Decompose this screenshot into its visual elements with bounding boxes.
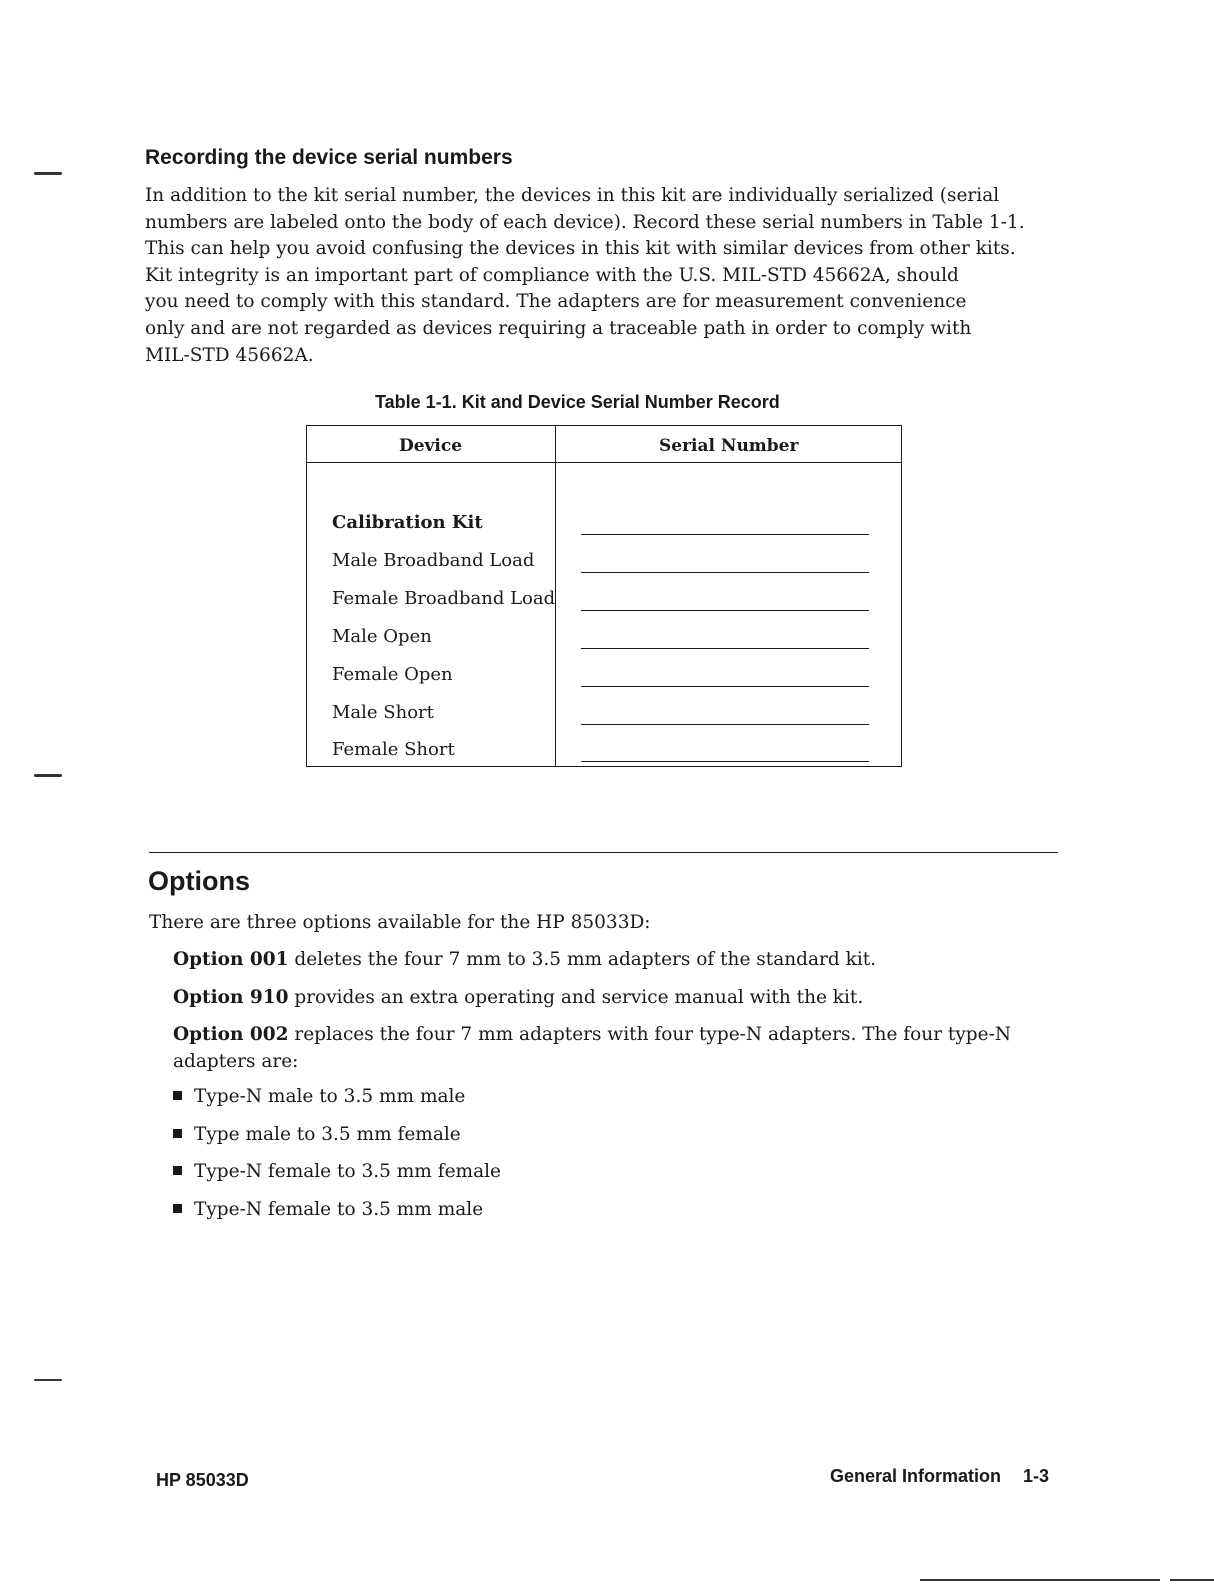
serial-entry-line[interactable] — [581, 572, 869, 573]
serial-number-table — [306, 425, 902, 767]
option-description: provides an extra operating and service manual with the kit. — [288, 987, 864, 1008]
option-description: deletes the four 7 mm to 3.5 mm adapters of the standard kit. — [288, 949, 877, 970]
paragraph-line: you need to comply with this standard. The adapters are for measurement convenience — [145, 291, 967, 313]
serial-entry-line[interactable] — [581, 534, 869, 535]
adapter-name: Type-N female to 3.5 mm male — [194, 1199, 484, 1220]
table-row — [307, 512, 901, 550]
column-header-serial-number: Serial Number — [659, 436, 799, 456]
table-row — [307, 702, 901, 740]
paragraph-line: numbers are labeled onto the body of each device). Record these serial numbers in Table 1-1. — [145, 211, 1025, 233]
margin-mark — [34, 1379, 62, 1381]
bullet-icon — [173, 1204, 182, 1213]
option-code: Option 002 — [173, 1024, 289, 1045]
device-name: Male Open — [332, 626, 432, 647]
adapter-list-item — [173, 1199, 483, 1220]
serial-entry-line[interactable] — [581, 761, 869, 762]
paragraph-line: Kit integrity is an important part of compliance with the U.S. MIL-STD 45662A, should — [145, 264, 959, 286]
adapter-list-item — [173, 1124, 461, 1145]
adapter-name: Type-N female to 3.5 mm female — [194, 1161, 501, 1182]
serial-entry-line[interactable] — [581, 648, 869, 649]
serial-entry-line[interactable] — [581, 686, 869, 687]
table-caption: Table 1-1. Kit and Device Serial Number Record — [375, 392, 780, 412]
serial-entry-line[interactable] — [581, 610, 869, 611]
option-item — [173, 1021, 1043, 1075]
table-row — [307, 588, 901, 626]
bullet-icon — [173, 1129, 182, 1138]
adapter-name: Type-N male to 3.5 mm male — [194, 1086, 466, 1107]
device-name: Female Broadband Load — [332, 588, 556, 609]
option-item — [173, 984, 993, 1011]
option-code: Option 910 — [173, 987, 289, 1008]
option-description: replaces the four 7 mm adapters with four type-N adapters. The four type-N adapters are: — [173, 1024, 1012, 1072]
paragraph-line: MIL-STD 45662A. — [145, 344, 314, 366]
options-heading: Options — [148, 866, 250, 896]
bullet-icon — [173, 1166, 182, 1175]
serial-entry-line[interactable] — [581, 724, 869, 725]
options-intro: There are three options available for the HP 85033D: — [149, 912, 651, 933]
paragraph-line: only and are not regarded as devices requiring a traceable path in order to comply with — [145, 317, 972, 339]
adapter-list-item — [173, 1086, 465, 1107]
section-rule — [149, 852, 1058, 853]
table-row — [307, 664, 901, 702]
bullet-icon — [173, 1091, 182, 1100]
table-row — [307, 739, 901, 777]
table-row — [307, 550, 901, 588]
bottom-edge-line — [920, 1579, 1160, 1581]
bottom-edge-line — [1170, 1579, 1214, 1581]
header-divider — [307, 462, 901, 463]
adapter-list-item — [173, 1161, 501, 1182]
margin-mark — [34, 172, 62, 175]
device-name: Male Short — [332, 702, 434, 723]
option-item — [173, 946, 993, 973]
section-paragraph — [145, 183, 1050, 369]
footer-chapter-title: General Information — [830, 1466, 1002, 1486]
paragraph-line: In addition to the kit serial number, the devices in this kit are individually serialized (serial — [145, 185, 1000, 206]
device-name: Female Short — [332, 739, 455, 760]
section-heading: Recording the device serial numbers — [145, 146, 513, 169]
device-name: Female Open — [332, 664, 453, 685]
table-row — [307, 626, 901, 664]
paragraph-line: This can help you avoid confusing the devices in this kit with similar devices from other kits. — [145, 238, 1016, 260]
page-number: 1-3 — [1023, 1466, 1050, 1486]
column-header-device: Device — [399, 436, 463, 456]
margin-mark — [34, 774, 62, 777]
option-code: Option 001 — [173, 949, 289, 970]
device-name: Calibration Kit — [332, 512, 483, 533]
footer-product: HP 85033D — [156, 1470, 249, 1490]
footer-chapter — [830, 1466, 1049, 1487]
device-name: Male Broadband Load — [332, 550, 535, 571]
adapter-name: Type male to 3.5 mm female — [194, 1124, 461, 1145]
